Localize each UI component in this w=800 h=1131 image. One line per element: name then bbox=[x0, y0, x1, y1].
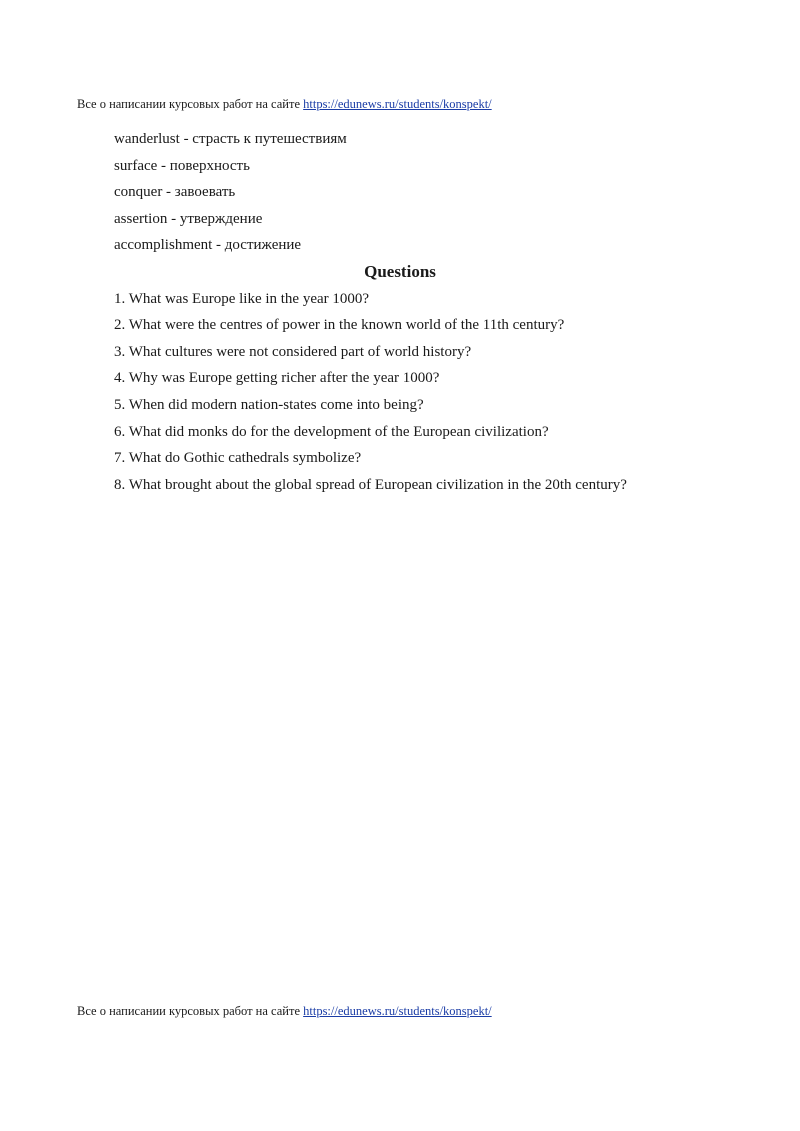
questions-heading: Questions bbox=[364, 261, 436, 281]
questions-list bbox=[114, 286, 754, 499]
vocabulary-item: conquer - завоевать bbox=[114, 184, 236, 201]
page-footer bbox=[77, 1004, 492, 1019]
vocabulary-item: surface - поверхность bbox=[114, 157, 250, 174]
vocabulary-item: wanderlust - страсть к путешествиям bbox=[114, 131, 347, 147]
question-item: 4. Why was Europe getting richer after the year 1000? bbox=[114, 370, 440, 387]
vocabulary-list bbox=[114, 126, 754, 259]
vocabulary-item: accomplishment - достижение bbox=[114, 237, 302, 254]
document-body bbox=[114, 126, 754, 498]
header-prefix: Все о написании курсовых работ на сайте bbox=[77, 97, 300, 111]
question-item: 5. When did modern nation-states come into being? bbox=[114, 396, 424, 413]
question-item: 1. What was Europe like in the year 1000? bbox=[114, 290, 370, 307]
question-item: 8. What brought about the global spread of European civilization in the 20th century? bbox=[114, 476, 627, 493]
footer-site-link[interactable]: https://edunews.ru/students/konspekt/ bbox=[303, 1004, 492, 1018]
question-item: 6. What did monks do for the development of the European civilization? bbox=[114, 423, 549, 440]
page-header bbox=[77, 97, 492, 112]
footer-prefix: Все о написании курсовых работ на сайте bbox=[77, 1004, 300, 1018]
question-item: 3. What cultures were not considered part of world history? bbox=[114, 343, 472, 360]
header-site-link[interactable]: https://edunews.ru/students/konspekt/ bbox=[303, 97, 492, 111]
question-item: 2. What were the centres of power in the known world of the 11th century? bbox=[114, 317, 565, 334]
vocabulary-item: assertion - утверждение bbox=[114, 210, 263, 227]
question-item: 7. What do Gothic cathedrals symbolize? bbox=[114, 450, 362, 467]
